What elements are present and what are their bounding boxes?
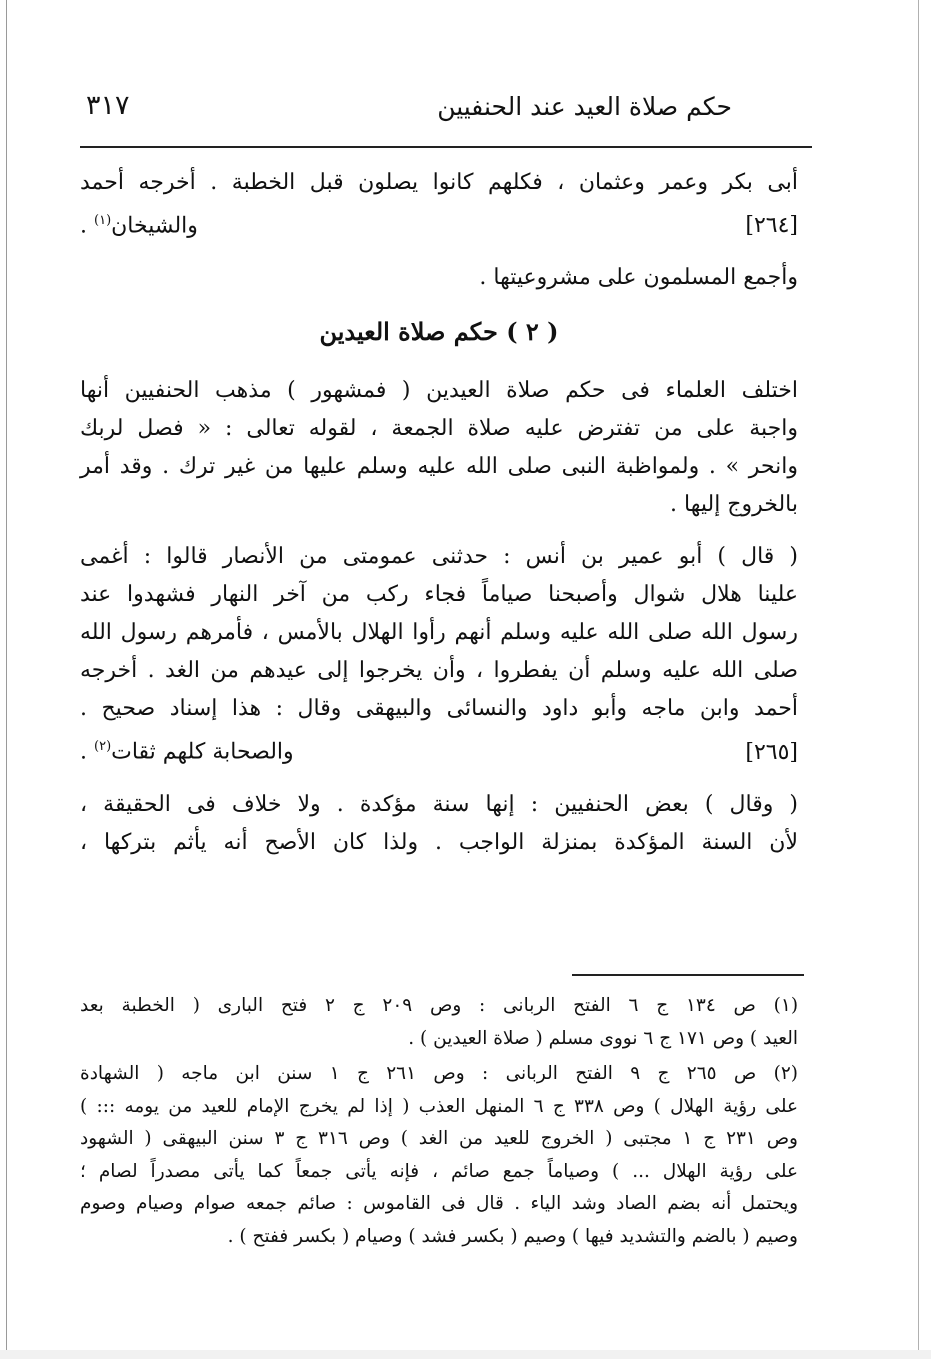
scan-right-edge <box>918 0 919 1359</box>
text-line-with-ref <box>80 202 798 245</box>
page-number: ٣١٧ <box>86 90 130 121</box>
footnote-line: (١) ص ١٣٤ ج ٦ الفتح الربانى : وص ٢٠٩ ج ٢ فتح البارى ( الخطبة بعد <box>80 995 799 1016</box>
text-line: ( وقال ) بعض الحنفيين : إنها سنة مؤكدة . ولا خلاف فى الحقيقة ، <box>80 791 798 817</box>
footnote-line: على رؤية الهلال ... ) وصياماً جمع صائم ، فإنه يأتى جمعاً كما يأتى مصدراً لصام ؛ <box>80 1160 798 1182</box>
footnote-marker-1[interactable]: (١) <box>94 213 112 228</box>
text-line-main <box>80 728 294 771</box>
footnote-line: العيد ) وص ١٧١ ج ٦ نووى مسلم ( صلاة العيدين ) . <box>408 1027 798 1049</box>
paragraph-4 <box>80 538 798 771</box>
text-line: رسول الله صلى الله عليه وسلم أنهم رأوا الهلال بالأمس ، فأمرهم رسول الله <box>80 620 798 646</box>
paragraph-2 <box>80 259 798 297</box>
text-line: أحمد وابن ماجه وأبو داود والنسائى والبيهقى وقال : هذا إسناد صحيح . <box>80 696 798 722</box>
main-text <box>80 164 798 876</box>
text-line: وأجمع المسلمون على مشروعيتها . <box>479 265 798 291</box>
scan-bottom-edge <box>0 1350 931 1359</box>
text-line: لأن السنة المؤكدة بمنزلة الواجب . ولذا كان الأصح أنه يأثم بتركها ، <box>80 829 798 855</box>
text-line: صلى الله عليه وسلم أن يفطروا ، وأن يخرجوا إلى عيدهم من الغد . أخرجه <box>80 658 798 684</box>
text-line: علينا هلال شوال وأصبحنا صياماً فجاء ركب من آخر النهار فشهدوا عند <box>80 582 798 608</box>
section-heading: ( ٢ ) حكم صلاة العيدين <box>319 317 559 347</box>
page-header <box>80 84 812 136</box>
text-fragment: . <box>80 739 94 765</box>
running-head: حكم صلاة العيد عند الحنفيين <box>437 92 732 121</box>
footnotes <box>80 990 798 1256</box>
text-line: اختلف العلماء فى حكم صلاة العيدين ( فمشهور ) مذهب الحنفيين أنها <box>80 378 798 404</box>
footnote-1 <box>80 990 798 1055</box>
paragraph-1 <box>80 164 798 245</box>
text-line-with-ref <box>80 728 798 771</box>
text-line: واجبة على من تفترض عليه صلاة الجمعة ، لقوله تعالى : « فصل لربك <box>80 416 798 442</box>
text-fragment: . <box>80 213 94 239</box>
text-line: بالخروج إليها . <box>670 492 798 518</box>
header-rule <box>80 146 812 148</box>
footnote-rule <box>572 974 804 976</box>
footnote-line: (٢) ص ٢٦٥ ج ٩ الفتح الربانى : وص ٢٦١ ج ١ سنن ابن ماجه ( الشهادة <box>80 1063 798 1084</box>
scan-left-edge <box>6 0 7 1359</box>
text-line: ( قال ) أبو عمير بن أنس : حدثنى عمومتى من الأنصار قالوا : أغمى <box>80 544 799 570</box>
footnote-line: ويحتمل أنه بضم الصاد وشد الياء . قال فى القاموس : صائم جمعه صوام وصيام وصوم <box>80 1193 798 1214</box>
footnote-2 <box>80 1058 798 1253</box>
text-line: وانحر » . ولمواظبة النبى صلى الله عليه وسلم عليها من غير ترك . وقد أمر <box>80 454 798 480</box>
hadith-number-265: [٢٦٥] <box>745 739 798 765</box>
text-fragment: والصحابة كلهم ثقات <box>111 739 294 765</box>
footnote-line: وص ٢٣١ ج ١ مجتبى ( الخروج للعيد من الغد ) وص ٣١٦ ج ٣ سنن البيهقى ( الشهود <box>80 1128 798 1149</box>
text-fragment: والشيخان <box>111 213 198 239</box>
paragraph-3 <box>80 372 798 524</box>
paragraph-5 <box>80 786 798 862</box>
text-line: أبى بكر وعمر وعثمان ، فكلهم كانوا يصلون قبل الخطبة . أخرجه أحمد <box>80 170 798 195</box>
hadith-number-264: [٢٦٤] <box>745 213 798 239</box>
footnote-line: وصيم ( بالضم والتشديد فيها ) وصيم ( بكسر فشد ) وصيام ( بكسر ففتح ) . <box>227 1225 798 1247</box>
footnote-line: على رؤية الهلال ) وص ٣٣٨ ج ٦ المنهل العذب ( إذا لم يخرج الإمام للعيد من يومه ::: ) <box>80 1095 798 1117</box>
footnote-marker-2[interactable]: (٢) <box>94 739 112 755</box>
text-line-main <box>80 202 198 245</box>
